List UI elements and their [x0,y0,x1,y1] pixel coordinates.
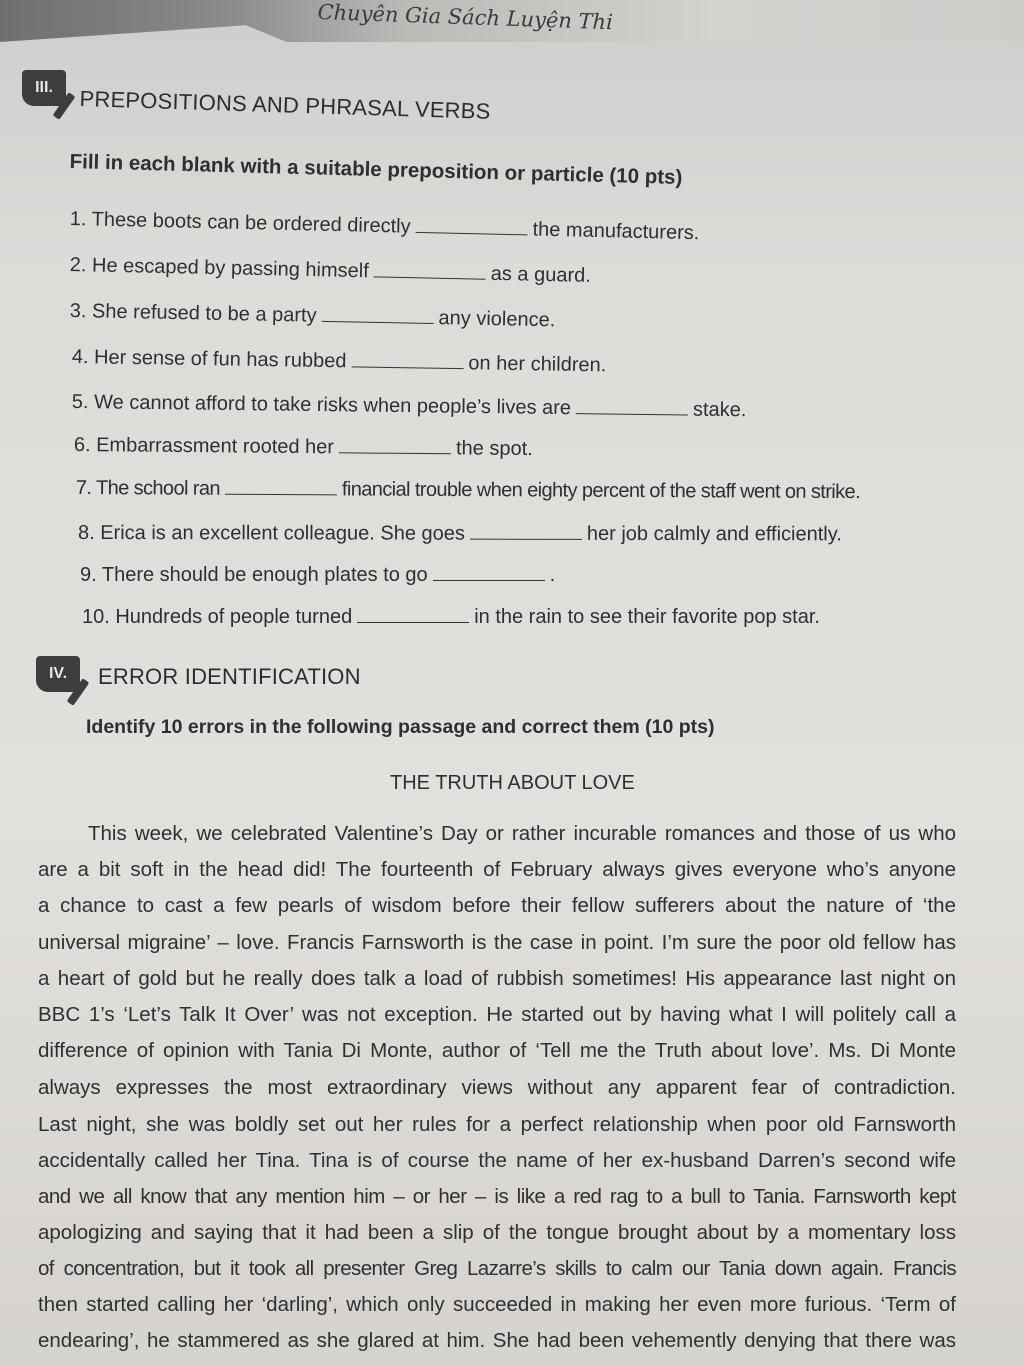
passage-line: a heart of gold but he really does talk a load of rubbish sometimes! His appearance last night on [38,967,956,990]
question-5 [72,391,747,422]
passage-line: then started calling her ‘darling’, which only succeeded in making her even more furious. ‘Term of [38,1293,956,1316]
question-8 [78,522,842,546]
passage-line: Last night, she was boldly set out her rules for a perfect relationship when poor old Farnsworth [38,1113,956,1136]
passage-line: difference of opinion with Tania Di Monte, author of ‘Tell me the Truth about love’. Ms. Di Monte [38,1039,956,1062]
question-text: 4. Her sense of fun has rubbed [71,346,347,373]
answer-blank[interactable] [415,218,527,236]
section-4-badge [36,656,80,692]
publisher-header: Chuyên Gia Sách Luyện Thi [317,0,614,35]
section-3-title: PREPOSITIONS AND PHRASAL VERBS [79,86,491,124]
question-text: 1. These boots can be ordered directly [69,208,411,238]
question-4 [72,346,607,377]
passage-line: BBC 1’s ‘Let’s Talk It Over’ was not exception. He started out by having what I will politely call a [38,1003,956,1026]
answer-blank[interactable] [470,525,582,540]
question-text: 8. Erica is an excellent colleague. She goes [77,522,465,545]
passage-line: always expresses the most extraordinary views without any apparent fear of contradiction. [38,1076,956,1099]
passage-title: THE TRUTH ABOUT LOVE [390,772,635,794]
question-text-end: the manufacturers. [532,218,700,245]
question-text: 9. There should be enough plates to go [80,564,428,586]
question-text-end: financial trouble when eighty percent of the staff went on strike. [341,478,861,504]
passage-line: and we all know that any mention him – or her – is like a red rag to a bull to Tania. Farnsworth kept [38,1185,956,1208]
section-3-number: III. [35,79,53,96]
question-6 [74,434,533,461]
answer-blank[interactable] [351,352,463,369]
answer-blank[interactable] [374,262,486,279]
passage-line: accidentally called her Tina. Tina is of course the name of her ex-husband Darren’s second wife [38,1149,956,1172]
passage-line: endearing’, he stammered as she glared at him. She had been vehemently denying that there was [38,1329,956,1352]
passage-line: are a bit soft in the head did! The fourteenth of February always gives everyone who’s anyone [38,858,956,881]
answer-blank[interactable] [576,399,688,415]
question-text: 2. He escaped by passing himself [69,254,369,283]
passage-line: a chance to cast a few pearls of wisdom before their fellow sufferers about the nature of ‘the [38,894,956,917]
question-text: 6. Embarrassment rooted her [73,434,335,459]
question-7 [76,477,860,504]
question-text-end: as a guard. [490,262,592,287]
question-text-end: her job calmly and efficiently. [586,522,842,546]
question-text: 7. The school ran [75,477,220,500]
passage-line: This week, we celebrated Valentine’s Day or rather incurable romances and those of us who [88,822,956,845]
question-1 [69,208,699,245]
question-2 [70,254,592,288]
section-3-badge [22,70,66,106]
question-text-end: any violence. [438,307,556,332]
question-text: 5. We cannot afford to take risks when people’s lives are [71,391,572,420]
question-text-end: the spot. [455,437,533,461]
section-3-instruction: Fill in each blank with a suitable preposition or particle (10 pts) [69,150,683,190]
question-text-end: in the rain to see their favorite pop star. [474,606,820,628]
question-3 [70,300,556,332]
question-text-end: on her children. [468,352,607,377]
answer-blank[interactable] [339,438,451,454]
section-4-title: ERROR IDENTIFICATION [98,664,361,689]
answer-blank[interactable] [357,608,469,623]
question-text-end: . [549,564,556,586]
question-text: 10. Hundreds of people turned [82,606,353,628]
passage-line: apologizing and saying that it had been a slip of the tongue brought about by a momentary loss [38,1221,956,1244]
question-text: 3. She refused to be a party [69,300,317,327]
answer-blank[interactable] [321,307,433,324]
section-4-instruction: Identify 10 errors in the following passage and correct them (10 pts) [86,716,715,738]
passage-line: universal migraine’ – love. Francis Farnsworth is the case in point. I’m sure the poor old fellow has [38,931,956,954]
question-9 [80,564,555,587]
question-text-end: stake. [692,398,747,422]
answer-blank[interactable] [433,566,545,581]
section-4-number: IV. [48,665,68,682]
question-10 [82,606,820,629]
passage-line: of concentration, but it took all presenter Greg Lazarre’s skills to calm our Tania down again. Francis [38,1257,956,1280]
answer-blank[interactable] [225,480,337,496]
